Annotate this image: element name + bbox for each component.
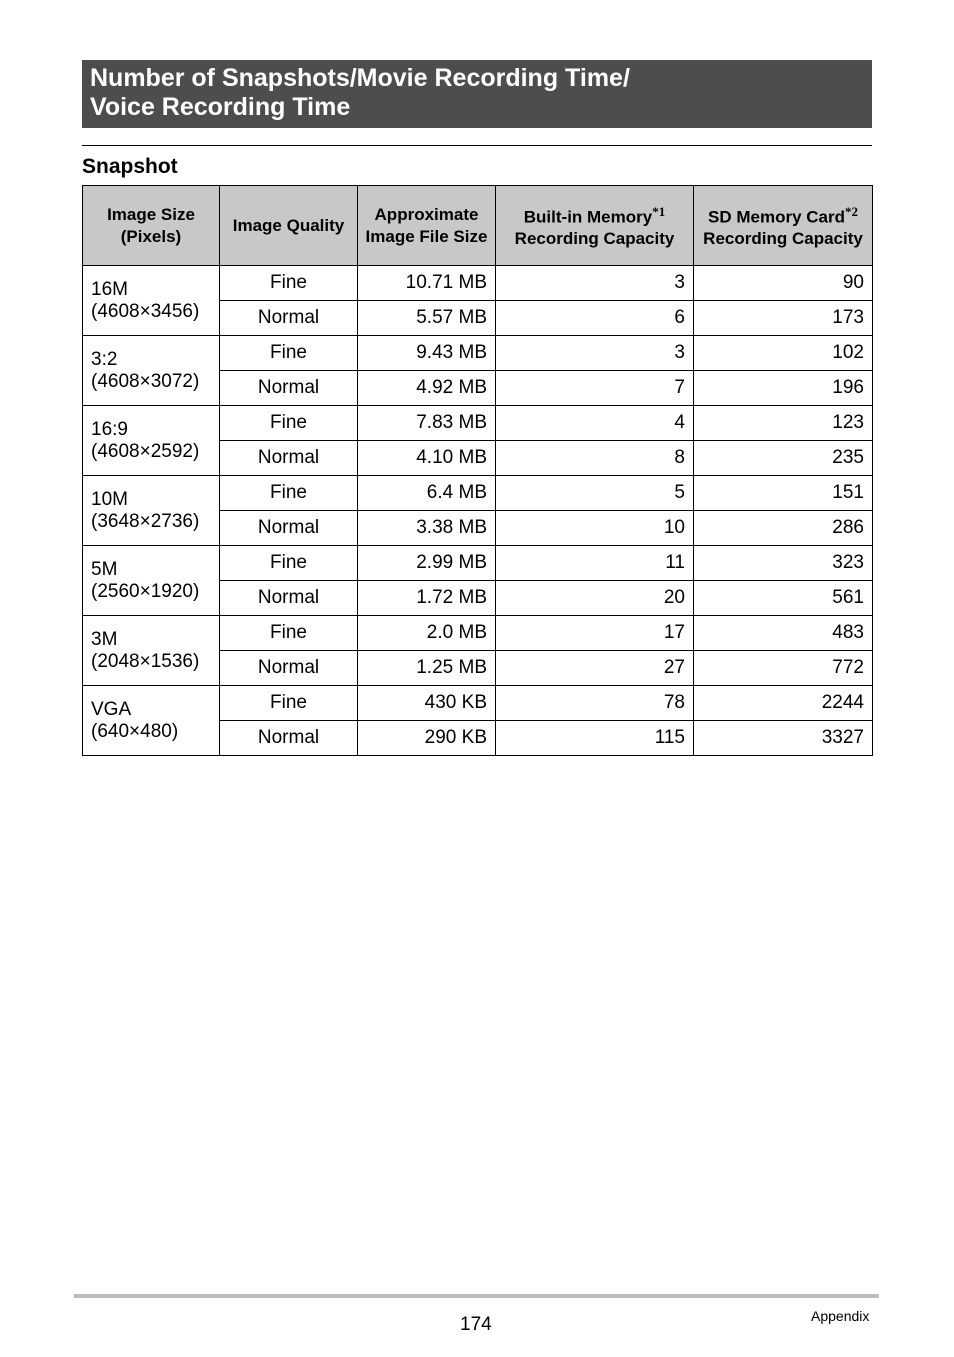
builtin-capacity-cell: 115 <box>496 721 694 756</box>
image-size-cell <box>83 616 220 686</box>
quality-cell: Normal <box>220 721 358 756</box>
builtin-capacity-cell: 10 <box>496 511 694 546</box>
image-size-cell <box>83 406 220 476</box>
image-size-cell <box>83 546 220 616</box>
builtin-capacity-cell: 17 <box>496 616 694 651</box>
sd-capacity-cell: 286 <box>694 511 873 546</box>
header-builtin-capacity-label: Recording Capacity <box>514 229 675 249</box>
image-size-label: 3:2 <box>91 348 118 370</box>
sd-capacity-cell: 323 <box>694 546 873 581</box>
image-pixels-label: (2048×1536) <box>91 650 200 672</box>
sd-capacity-cell: 123 <box>694 406 873 441</box>
footer-rule <box>74 1294 879 1298</box>
page-title-line-2: Voice Recording Time <box>90 93 351 121</box>
header-image-size: Image Size (Pixels) <box>83 186 220 266</box>
sd-capacity-cell: 2244 <box>694 686 873 721</box>
header-image-quality: Image Quality <box>220 186 358 266</box>
file-size-cell: 5.57 MB <box>358 301 496 336</box>
table-row <box>83 266 873 301</box>
table-header-row <box>83 186 873 266</box>
file-size-cell: 1.72 MB <box>358 581 496 616</box>
builtin-capacity-cell: 11 <box>496 546 694 581</box>
builtin-capacity-cell: 78 <box>496 686 694 721</box>
page-number: 174 <box>460 1314 492 1335</box>
file-size-cell: 4.92 MB <box>358 371 496 406</box>
file-size-cell: 9.43 MB <box>358 336 496 371</box>
header-file-size: Approximate Image File Size <box>358 186 496 266</box>
builtin-capacity-cell: 4 <box>496 406 694 441</box>
sd-capacity-cell: 90 <box>694 266 873 301</box>
file-size-cell: 3.38 MB <box>358 511 496 546</box>
image-size-cell <box>83 686 220 756</box>
builtin-capacity-cell: 3 <box>496 336 694 371</box>
table-row <box>83 336 873 371</box>
quality-cell: Fine <box>220 686 358 721</box>
file-size-cell: 4.10 MB <box>358 441 496 476</box>
sd-capacity-cell: 3327 <box>694 721 873 756</box>
image-size-label: 5M <box>91 558 118 580</box>
footnote-mark-2: *2 <box>844 203 858 219</box>
quality-cell: Fine <box>220 266 358 301</box>
quality-cell: Normal <box>220 511 358 546</box>
table-row <box>83 406 873 441</box>
page-title-banner <box>82 60 872 128</box>
quality-cell: Normal <box>220 301 358 336</box>
section-label: Appendix <box>811 1308 870 1324</box>
image-pixels-label: (4608×3456) <box>91 300 200 322</box>
table-row <box>83 546 873 581</box>
builtin-capacity-cell: 7 <box>496 371 694 406</box>
builtin-capacity-cell: 8 <box>496 441 694 476</box>
sd-capacity-cell: 235 <box>694 441 873 476</box>
table-row <box>83 616 873 651</box>
quality-cell: Normal <box>220 441 358 476</box>
quality-cell: Fine <box>220 546 358 581</box>
file-size-cell: 10.71 MB <box>358 266 496 301</box>
builtin-capacity-cell: 6 <box>496 301 694 336</box>
image-size-cell <box>83 476 220 546</box>
image-pixels-label: (4608×3072) <box>91 370 200 392</box>
header-builtin-memory <box>496 186 694 266</box>
table-body <box>83 266 873 756</box>
footnote-mark-1: *1 <box>652 203 666 219</box>
page-title-line-1: Number of Snapshots/Movie Recording Time/ <box>90 64 630 92</box>
file-size-cell: 430 KB <box>358 686 496 721</box>
sd-capacity-cell: 196 <box>694 371 873 406</box>
image-size-label: 3M <box>91 628 118 650</box>
builtin-capacity-cell: 20 <box>496 581 694 616</box>
image-size-label: 16M <box>91 278 128 300</box>
table-row <box>83 476 873 511</box>
builtin-capacity-cell: 3 <box>496 266 694 301</box>
file-size-cell: 2.99 MB <box>358 546 496 581</box>
image-size-cell <box>83 336 220 406</box>
file-size-cell: 6.4 MB <box>358 476 496 511</box>
snapshot-table <box>82 185 873 756</box>
sd-capacity-cell: 173 <box>694 301 873 336</box>
quality-cell: Normal <box>220 371 358 406</box>
file-size-cell: 1.25 MB <box>358 651 496 686</box>
sd-capacity-cell: 561 <box>694 581 873 616</box>
image-size-cell <box>83 266 220 336</box>
header-sd-card <box>694 186 873 266</box>
image-size-label: 10M <box>91 488 128 510</box>
title-divider <box>82 145 872 146</box>
image-pixels-label: (640×480) <box>91 720 179 742</box>
header-sd-card-label: SD Memory Card <box>708 207 845 227</box>
image-size-label: VGA <box>91 698 132 720</box>
sd-capacity-cell: 483 <box>694 616 873 651</box>
header-sd-capacity-label: Recording Capacity <box>703 229 863 249</box>
image-pixels-label: (3648×2736) <box>91 510 200 532</box>
file-size-cell: 7.83 MB <box>358 406 496 441</box>
builtin-capacity-cell: 5 <box>496 476 694 511</box>
table-row <box>83 686 873 721</box>
sd-capacity-cell: 151 <box>694 476 873 511</box>
file-size-cell: 290 KB <box>358 721 496 756</box>
quality-cell: Fine <box>220 406 358 441</box>
quality-cell: Fine <box>220 616 358 651</box>
quality-cell: Normal <box>220 651 358 686</box>
section-title: Snapshot <box>82 155 178 178</box>
file-size-cell: 2.0 MB <box>358 616 496 651</box>
sd-capacity-cell: 102 <box>694 336 873 371</box>
header-builtin-memory-label: Built-in Memory <box>523 207 653 227</box>
image-size-label: 16:9 <box>91 418 128 440</box>
quality-cell: Fine <box>220 476 358 511</box>
quality-cell: Normal <box>220 581 358 616</box>
builtin-capacity-cell: 27 <box>496 651 694 686</box>
sd-capacity-cell: 772 <box>694 651 873 686</box>
image-pixels-label: (4608×2592) <box>91 440 200 462</box>
image-pixels-label: (2560×1920) <box>91 580 200 602</box>
quality-cell: Fine <box>220 336 358 371</box>
